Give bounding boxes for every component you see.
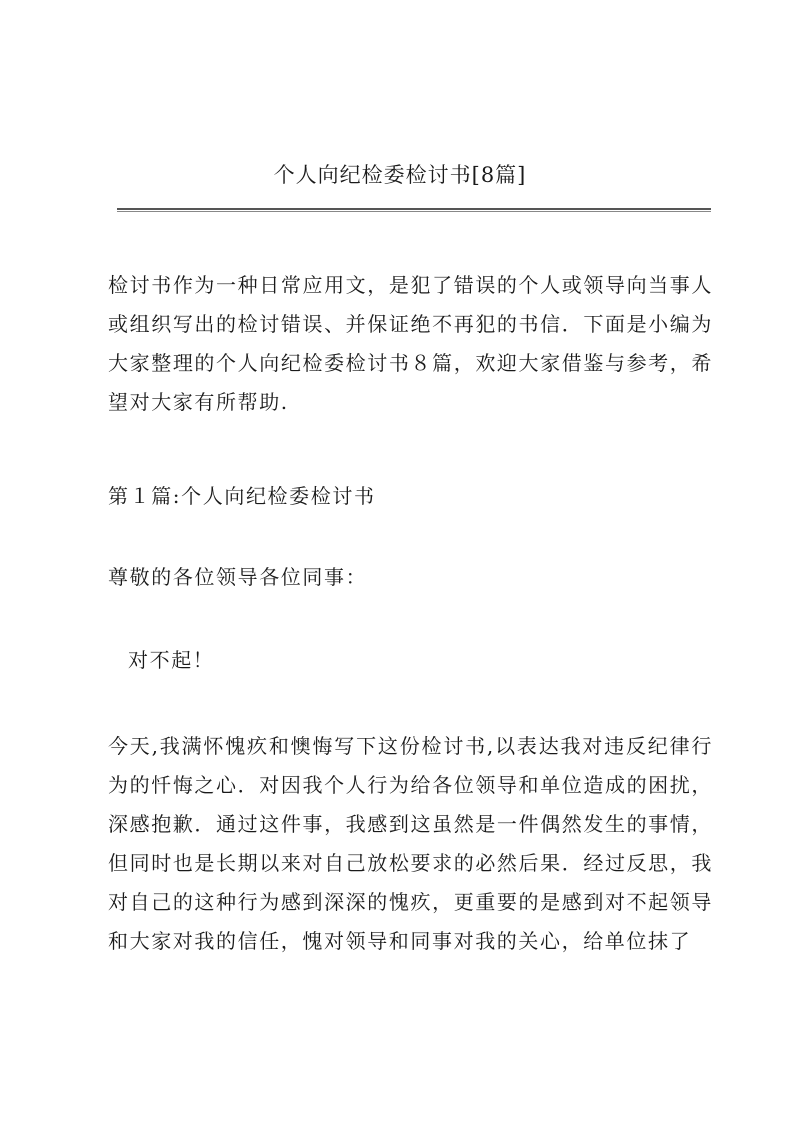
- section-heading: [108, 477, 713, 516]
- salutation-text: 尊敬的各位领导各位同事：: [108, 565, 368, 589]
- body-line: 今天,我满怀愧疚和懊悔写下这份检讨书,以表达我对违反纪律行: [108, 734, 713, 758]
- body-line: 为的忏悔之心．对因我个人行为给各位领导和单位造成的困扰，: [108, 773, 713, 797]
- body-line: 和大家对我的信任，愧对领导和同事对我的关心，给单位抹了: [108, 929, 692, 953]
- title-underline: [117, 208, 711, 212]
- salutation: [108, 558, 713, 597]
- body-paragraph: [108, 727, 713, 961]
- apology-text: 对不起！: [128, 648, 215, 672]
- apology-line: [128, 641, 733, 680]
- body-line: 但同时也是长期以来对自己放松要求的必然后果．经过反思，我: [108, 851, 713, 875]
- document-title: 个人向纪检委检讨书[8篇]: [273, 163, 527, 187]
- intro-line: 或组织写出的检讨错误、并保证绝不再犯的书信．下面是小编为: [108, 312, 713, 336]
- intro-line: 大家整理的个人向纪检委检讨书８篇，欢迎大家借鉴与参考，希: [108, 351, 713, 375]
- section-heading-text: 第１篇:个人向纪检委检讨书: [108, 484, 376, 508]
- intro-paragraph: [108, 266, 713, 422]
- body-line: 深感抱歉．通过这件事，我感到这虽然是一件偶然发生的事情，: [108, 812, 713, 836]
- body-line: 对自己的这种行为感到深深的愧疚，更重要的是感到对不起领导: [108, 890, 713, 914]
- intro-line: 检讨书作为一种日常应用文，是犯了错误的个人或领导向当事人: [108, 273, 713, 297]
- intro-line: 望对大家有所帮助.: [108, 390, 289, 414]
